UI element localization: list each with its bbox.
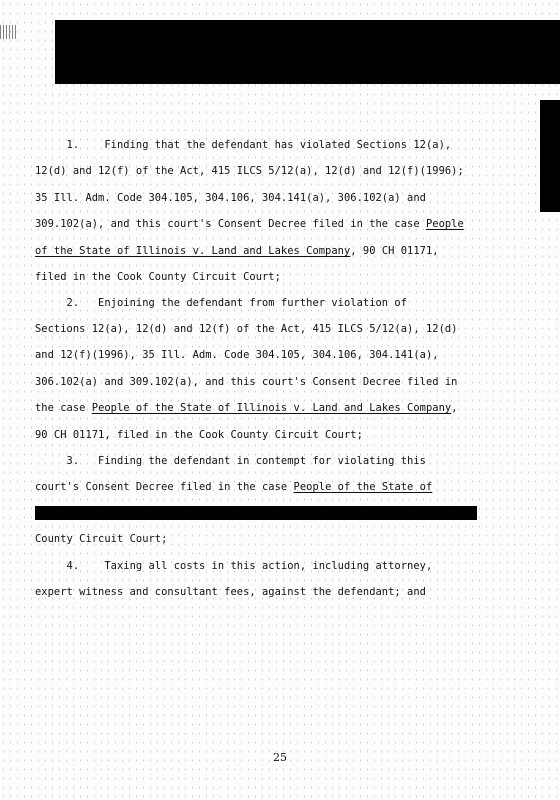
p1-line-4-text: 309.102(a), and this court's Consent Decree filed in the case: [35, 218, 426, 230]
p2-line-5: [35, 402, 458, 415]
case-name-underlined: People of the State of Illinois v. Land and Lakes Company: [91, 402, 452, 414]
p2-line-2: Sections 12(a), 12(d) and 12(f) of the Act, 415 ILCS 5/12(a), 12(d): [35, 323, 458, 335]
scan-edge-mark: [0, 25, 18, 39]
p3-line-1: 3. Finding the defendant in contempt for violating this: [35, 455, 426, 467]
redaction-block-side: [540, 100, 560, 212]
case-number: , 90 CH 01171,: [350, 245, 439, 257]
p3-line-2: [35, 481, 432, 494]
p2-line-5-comma: ,: [451, 402, 458, 414]
p3-line-2-text: court's Consent Decree filed in the case: [35, 481, 294, 493]
redaction-block-middle: [35, 506, 477, 520]
p2-line-1: 2. Enjoining the defendant from further violation of: [35, 297, 408, 309]
p2-line-4: 306.102(a) and 309.102(a), and this court's Consent Decree filed in: [35, 376, 458, 388]
p2-line-6: 90 CH 01171, filed in the Cook County Circuit Court;: [35, 429, 363, 441]
case-name-underlined: People of the State of: [293, 481, 433, 493]
page-number: 25: [273, 751, 287, 764]
p1-line-1: 1. Finding that the defendant has violated Sections 12(a),: [35, 139, 452, 151]
p1-line-6: filed in the Cook County Circuit Court;: [35, 271, 281, 283]
p1-line-4: [35, 218, 464, 231]
p1-line-3: 35 Ill. Adm. Code 304.105, 304.106, 304.141(a), 306.102(a) and: [35, 192, 426, 204]
case-name-underlined: People: [425, 218, 464, 230]
p2-line-3: and 12(f)(1996), 35 Ill. Adm. Code 304.105, 304.106, 304.141(a),: [35, 349, 439, 361]
p3-line-4: County Circuit Court;: [35, 533, 168, 545]
p1-line-5: [35, 245, 439, 258]
redaction-block-top: [55, 20, 560, 84]
p4-line-1: 4. Taxing all costs in this action, including attorney,: [35, 560, 433, 572]
case-name-underlined: of the State of Illinois v. Land and Lakes Company: [35, 245, 351, 257]
p1-line-2: 12(d) and 12(f) of the Act, 415 ILCS 5/12(a), 12(d) and 12(f)(1996);: [35, 165, 464, 177]
p4-line-2: expert witness and consultant fees, against the defendant; and: [35, 586, 426, 598]
p2-line-5-text: the case: [35, 402, 92, 414]
